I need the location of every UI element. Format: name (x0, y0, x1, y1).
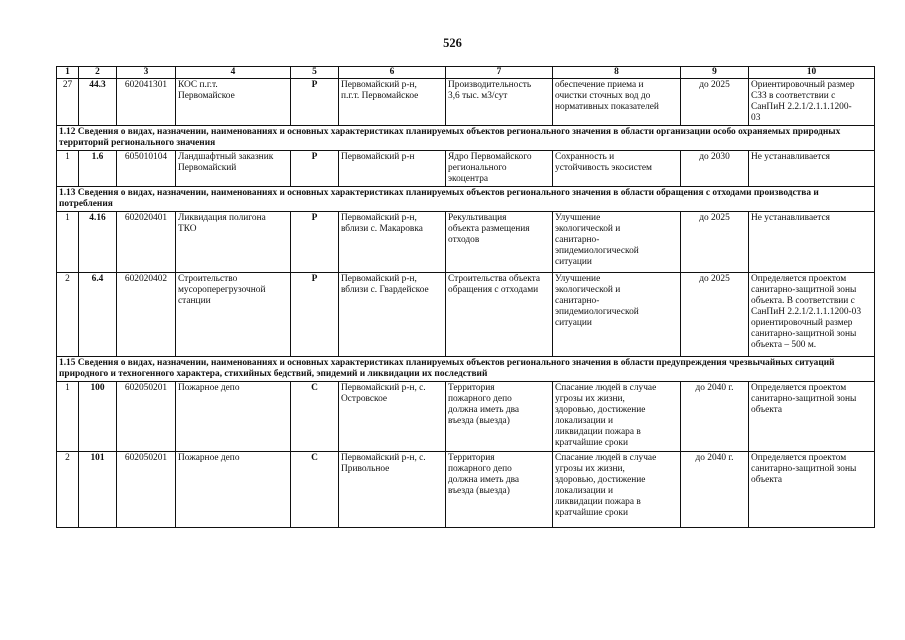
cell-text: до 2040 г. (695, 383, 734, 393)
table-cell (117, 452, 176, 528)
table-cell (749, 79, 875, 126)
cell-text: Спасание людей в случае угрозы их жизни, здоровью, достижение локализации и ликвидации пожара в кратчайшие сроки (555, 383, 657, 448)
column-header: 3 (117, 67, 176, 79)
table-cell (681, 212, 749, 273)
table-cell (749, 212, 875, 273)
cell-text: 27 (62, 80, 73, 90)
cell-text: С (311, 383, 318, 393)
cell-text: до 2030 (699, 152, 730, 162)
table-cell (681, 382, 749, 452)
cell-text: Определяется проектом санитарно-защитной зоны объекта (751, 383, 857, 415)
table-cell (446, 151, 553, 187)
column-header: 7 (446, 67, 553, 79)
cell-text: Ландшафтный заказник Первомайский (178, 152, 274, 173)
table-cell (553, 273, 681, 357)
table-cell (553, 151, 681, 187)
table-row (57, 79, 875, 126)
cell-text: Строительство мусороперегрузочной станции (178, 274, 266, 306)
table-cell (681, 151, 749, 187)
table-row (57, 382, 875, 452)
table-cell (681, 79, 749, 126)
planning-objects-table (56, 66, 875, 528)
cell-text: Р (311, 80, 318, 90)
table-cell (117, 79, 176, 126)
table-cell (79, 212, 117, 273)
table-cell (553, 212, 681, 273)
section-heading-row (57, 126, 875, 151)
cell-text: Пожарное депо (178, 383, 240, 393)
cell-text: 44.3 (89, 80, 106, 90)
table-cell (339, 452, 446, 528)
table-cell (553, 452, 681, 528)
table-cell (749, 452, 875, 528)
cell-text: Сохранность и устойчивость экосистем (555, 152, 652, 173)
cell-text: 602020402 (124, 274, 168, 284)
table-row (57, 151, 875, 187)
table-row (57, 452, 875, 528)
cell-text: Территория пожарного депо должна иметь два въезда (выезда) (448, 453, 520, 496)
section-heading-row (57, 357, 875, 382)
cell-text: 2 (65, 453, 70, 463)
cell-text: Р (311, 213, 318, 223)
table-cell (117, 382, 176, 452)
table-cell (446, 212, 553, 273)
cell-text: Производительность 3,6 тыс. м3/сут (448, 80, 532, 101)
section-heading: 1.15 Сведения о видах, назначении, наименованиях и основных характеристиках планируемых объектов регионального значения в области предупреждения чрезвычайных ситуаций природного и техногенного характера, стихийных бедствий, эпидемий и ликвидации их последствий (57, 357, 875, 382)
column-header: 9 (681, 67, 749, 79)
section-heading: 1.12 Сведения о видах, назначении, наименованиях и основных характеристиках планируемых объектов регионального значения в области организации особо охраняемых природных территорий регионального значения (57, 126, 875, 151)
table-cell (291, 151, 339, 187)
cell-text: Первомайский р-н, с. Привольное (341, 453, 426, 474)
table-cell (79, 151, 117, 187)
table-cell (117, 273, 176, 357)
cell-text: 1 (65, 383, 70, 393)
table-cell (446, 382, 553, 452)
table-cell (291, 79, 339, 126)
cell-text: 602041301 (124, 80, 168, 90)
cell-text: 2 (65, 274, 70, 284)
column-header: 6 (339, 67, 446, 79)
table-cell (681, 452, 749, 528)
cell-text: 1 (65, 152, 70, 162)
cell-text: КОС п.г.т. Первомайское (178, 80, 235, 101)
table-cell (291, 273, 339, 357)
cell-text: Первомайский р-н, п.г.т. Первомайское (341, 80, 419, 101)
cell-text: Определяется проектом санитарно-защитной зоны объекта. В соответствии с СанПиН 2.2.1/2.1.1.1200-03 ориентировочный размер санитарно-защитной зоны объекта – 500 м. (751, 274, 862, 350)
table-cell (176, 79, 291, 126)
cell-text: Улучшение экологической и санитарно- эпидемиологической ситуации (555, 274, 639, 328)
column-header: 2 (79, 67, 117, 79)
column-header: 4 (176, 67, 291, 79)
cell-text: 1 (65, 213, 70, 223)
cell-text: 1.6 (91, 152, 104, 162)
cell-text: Первомайский р-н (341, 152, 415, 162)
cell-text: С (311, 453, 318, 463)
table-cell (446, 273, 553, 357)
table-cell (553, 79, 681, 126)
cell-text: 602050201 (124, 383, 168, 393)
table-cell (79, 79, 117, 126)
cell-text: Территория пожарного депо должна иметь два въезда (выезда) (448, 383, 520, 426)
table-cell (339, 79, 446, 126)
cell-text: Строительства объекта обращения с отходами (448, 274, 541, 295)
cell-text: до 2040 г. (695, 453, 734, 463)
table-cell (117, 151, 176, 187)
cell-text: Не устанавливается (751, 213, 830, 223)
cell-text: 602020401 (124, 213, 168, 223)
cell-text: Р (311, 152, 318, 162)
cell-text: 6.4 (91, 274, 104, 284)
table-row (57, 212, 875, 273)
table-cell (339, 382, 446, 452)
table-cell (749, 151, 875, 187)
cell-text: 602050201 (124, 453, 168, 463)
cell-text: 605010104 (124, 152, 168, 162)
page-number: 526 (443, 36, 462, 50)
table-cell (553, 382, 681, 452)
table-cell (339, 151, 446, 187)
cell-text: 4.16 (89, 213, 106, 223)
section-heading: 1.13 Сведения о видах, назначении, наименованиях и основных характеристиках планируемых объектов регионального значения в области обращения с отходами производства и потребления (57, 187, 875, 212)
table-row (57, 273, 875, 357)
table-cell (57, 79, 79, 126)
table-cell (749, 273, 875, 357)
cell-text: Ликвидация полигона ТКО (178, 213, 266, 234)
table-cell (681, 273, 749, 357)
table-cell (291, 382, 339, 452)
table-cell (446, 79, 553, 126)
table-cell (749, 382, 875, 452)
cell-text: Определяется проектом санитарно-защитной зоны объекта (751, 453, 857, 485)
cell-text: до 2025 (699, 274, 730, 284)
cell-text: Р (311, 274, 318, 284)
cell-text: Улучшение экологической и санитарно- эпидемиологической ситуации (555, 213, 639, 267)
cell-text: Первомайский р-н, вблизи с. Гвардейское (341, 274, 429, 295)
table-cell (176, 151, 291, 187)
table-cell (291, 212, 339, 273)
cell-text: Ориентировочный размер СЗЗ в соответствии с СанПиН 2.2.1/2.1.1.1200- 03 (751, 80, 855, 123)
table-cell (291, 452, 339, 528)
table-cell (79, 452, 117, 528)
cell-text: Рекультивация объекта размещения отходов (448, 213, 530, 245)
column-header: 8 (553, 67, 681, 79)
table-cell (57, 273, 79, 357)
cell-text: Пожарное депо (178, 453, 240, 463)
cell-text: Первомайский р-н, с. Островское (341, 383, 426, 404)
cell-text: Спасание людей в случае угрозы их жизни, здоровью, достижение локализации и ликвидации пожара в кратчайшие сроки (555, 453, 657, 518)
table-cell (176, 382, 291, 452)
column-header: 10 (749, 67, 875, 79)
cell-text: Ядро Первомайского регионального экоцентра (448, 152, 532, 184)
cell-text: обеспечение приема и очистки сточных вод до нормативных показателей (555, 80, 659, 112)
table-cell (339, 212, 446, 273)
table-cell (57, 452, 79, 528)
table-cell (57, 382, 79, 452)
cell-text: 100 (90, 383, 105, 393)
cell-text: 101 (90, 453, 105, 463)
cell-text: Первомайский р-н, вблизи с. Макаровка (341, 213, 423, 234)
table-cell (117, 212, 176, 273)
section-heading-row (57, 187, 875, 212)
column-header: 1 (57, 67, 79, 79)
column-header: 5 (291, 67, 339, 79)
table-cell (57, 151, 79, 187)
table-cell (79, 382, 117, 452)
cell-text: до 2025 (699, 80, 730, 90)
table-cell (176, 452, 291, 528)
table-cell (176, 273, 291, 357)
cell-text: до 2025 (699, 213, 730, 223)
column-header-row (57, 67, 875, 79)
cell-text: Не устанавливается (751, 152, 830, 162)
table-cell (446, 452, 553, 528)
table-cell (79, 273, 117, 357)
table-cell (176, 212, 291, 273)
table-cell (339, 273, 446, 357)
table-cell (57, 212, 79, 273)
